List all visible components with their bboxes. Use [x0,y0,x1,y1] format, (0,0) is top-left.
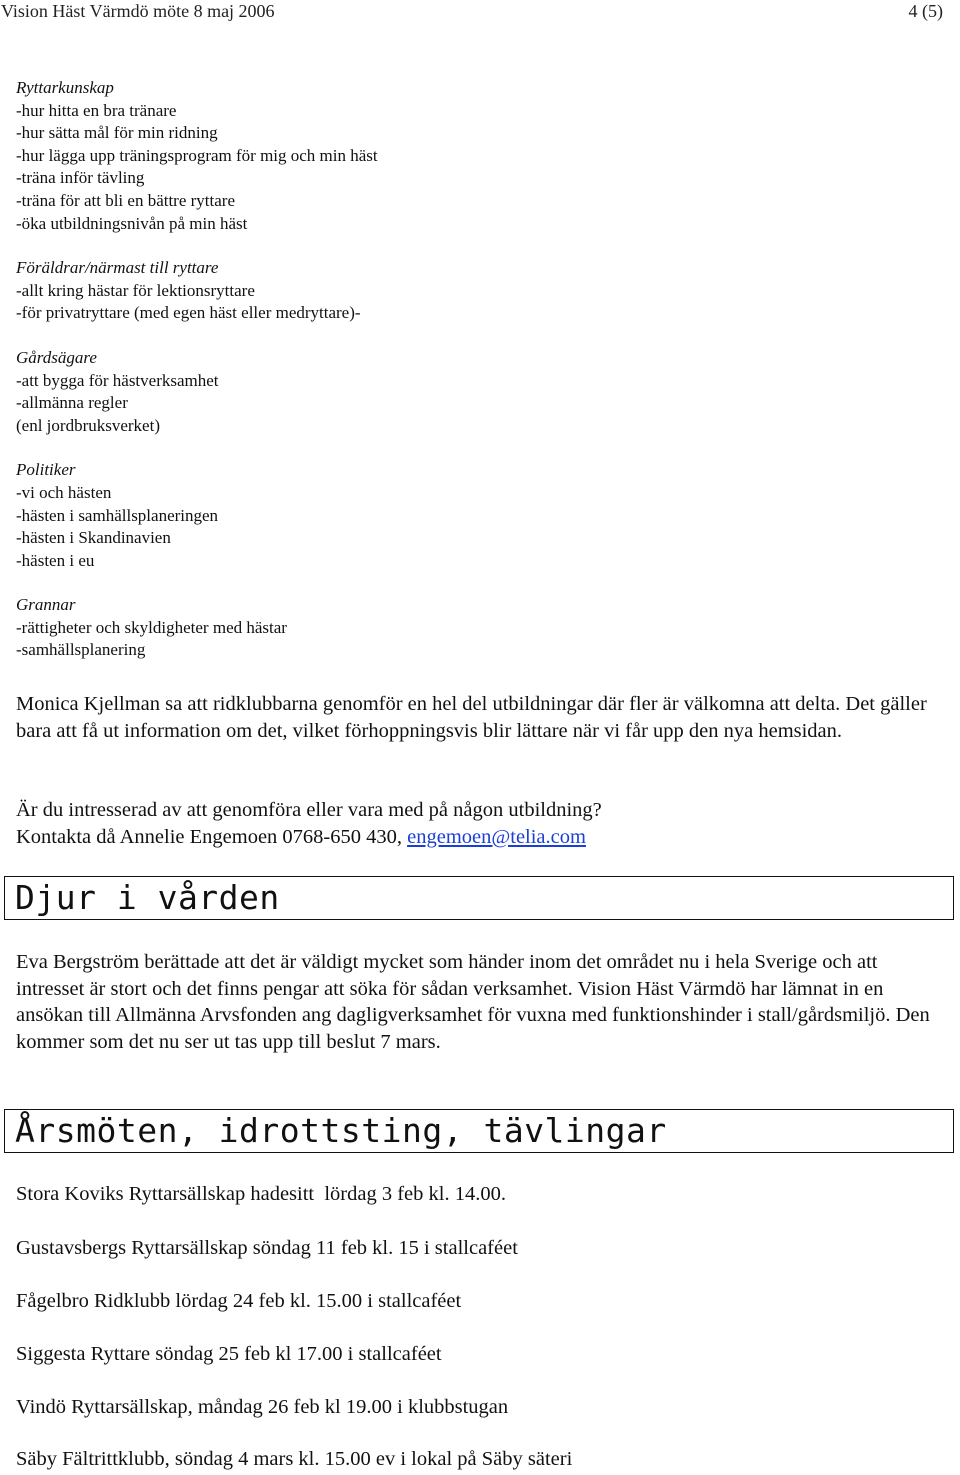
meeting-item: Fågelbro Ridklubb lördag 24 feb kl. 15.00 i stallcaféet [16,1290,462,1312]
email-link[interactable]: engemoen@telia.com [407,825,586,848]
topic-title: Ryttarkunskap [16,78,114,97]
topic-item: -allt kring hästar för lektionsryttare [16,280,255,300]
topic-title: Gårdsägare [16,347,97,367]
topic-title: Grannar [16,595,76,615]
contact-block [16,797,931,850]
page-number: 4 (5) [908,1,943,21]
education-paragraph: Monica Kjellman sa att ridklubbarna genomför en hel del utbildningar där fler är välkomna att delta. Det gäller bara att få ut information om det, vilket förhoppningsvis blir lättare när vi får upp den nya hemsidan. [16,693,927,742]
topic-item: -träna inför tävling [16,168,145,188]
topic-item: -vi och hästen [16,482,112,502]
topic-item: -öka utbildningsnivån på min häst [16,213,248,233]
contact-text: Kontakta då Annelie Engemoen 0768-650 430, [16,825,408,848]
topic-item: -träna för att bli en bättre ryttare [16,190,235,210]
meeting-item: Siggesta Ryttare söndag 25 feb kl 17.00 i stallcaféet [16,1343,442,1365]
meeting-item: Säby Fältrittklubb, söndag 4 mars kl. 15.00 ev i lokal på Säby säteri [16,1448,573,1470]
topic-grannar [16,594,916,662]
section-title: Djur i vården [15,878,280,917]
topic-item: -hästen i samhällsplaneringen [16,505,219,525]
topic-politiker [16,459,916,572]
topic-item: -för privatryttare (med egen häst eller medryttare)- [16,303,361,323]
topic-item: -hur hitta en bra tränare [16,100,177,120]
topic-item: (enl jordbruksverket) [16,415,160,435]
topic-item: -samhällsplanering [16,640,146,660]
topic-title: Politiker [16,460,76,480]
topic-item: -rättigheter och skyldigheter med hästar [16,617,287,637]
meeting-item: Vindö Ryttarsällskap, måndag 26 feb kl 19.00 i klubbstugan [16,1396,509,1418]
education-question: Är du intresserad av att genomföra eller vara med på någon utbildning? [16,799,602,821]
topic-foraldrar [16,257,916,325]
topic-item: -att bygga för hästverksamhet [16,370,219,390]
topic-item: -allmänna regler [16,393,128,413]
topic-item: -hästen i eu [16,550,95,570]
section-heading-arsmoten [4,1109,954,1153]
section-heading-djur-i-varden [4,876,954,920]
document-title: Vision Häst Värmdö möte 8 maj 2006 [1,1,275,21]
topic-item: -hästen i Skandinavien [16,528,171,548]
meeting-item: Gustavsbergs Ryttarsällskap söndag 11 feb kl. 15 i stallcaféet [16,1237,518,1259]
djur-paragraph: Eva Bergström berättade att det är väldigt mycket som händer inom det området nu i hela Sverige och att intresset är stort och det finns pengar att söka för sådan verksamhet. Vision Häst Värmdö har lämnat in en ansökan till Allmänna Arvsfonden ang dagligverksamhet för vuxna med funktionshinder i stall/gårdsmiljö. Den kommer som det nu ser ut tas upp till beslut 7 mars. [16,951,930,1053]
topic-ryttarkunskap [16,77,916,235]
topic-item: -hur sätta mål för min ridning [16,123,218,143]
topic-list [16,77,916,684]
topic-title: Föräldrar/närmast till ryttare [16,258,219,278]
topic-item: -hur lägga upp träningsprogram för mig och min häst [16,145,378,165]
page-header [0,0,960,24]
meeting-item: Stora Koviks Ryttarsällskap hadesitt lördag 3 feb kl. 14.00. [16,1183,506,1205]
contact-line [16,824,931,851]
topic-gardsagare [16,347,916,437]
section-title: Årsmöten, idrottsting, tävlingar [15,1111,667,1150]
